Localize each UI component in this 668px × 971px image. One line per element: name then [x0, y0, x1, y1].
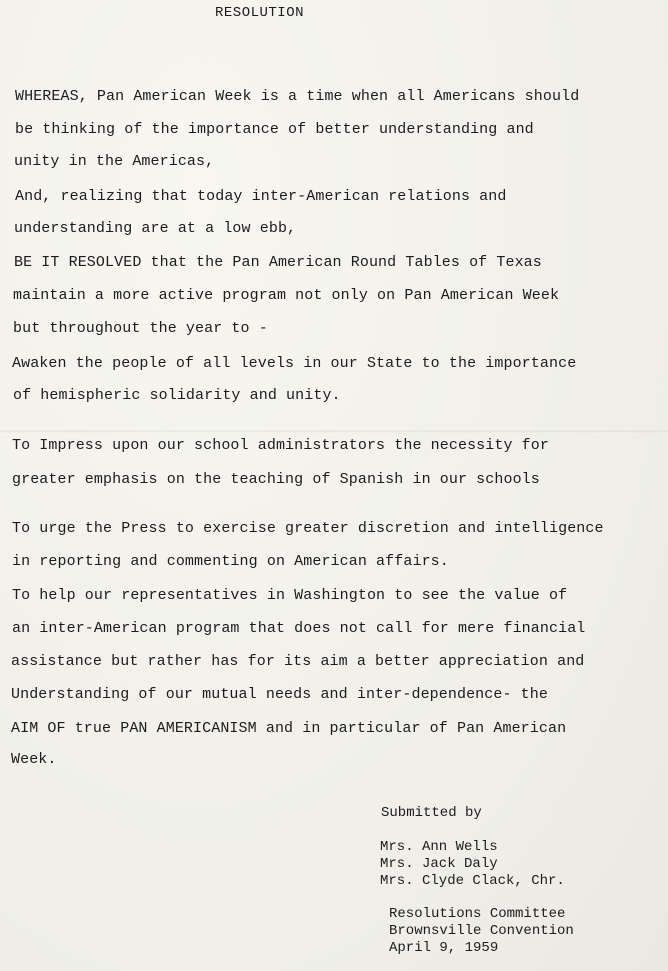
committee-name: Resolutions Committee: [389, 906, 566, 922]
body-line: but throughout the year to -: [13, 320, 268, 337]
body-line: greater emphasis on the teaching of Spanish in our schools: [12, 471, 540, 488]
body-line: And, realizing that today inter-American relations and: [15, 188, 507, 205]
body-line: maintain a more active program not only on Pan American Week: [13, 287, 560, 304]
convention-name: Brownsville Convention: [389, 923, 574, 939]
body-line: Week.: [11, 751, 57, 768]
body-line: be thinking of the importance of better understanding and: [15, 121, 534, 138]
submitted-by-label: Submitted by: [381, 805, 482, 821]
body-line: AIM OF true PAN AMERICANISM and in particular of Pan American: [11, 720, 567, 737]
body-line: Understanding of our mutual needs and inter-dependence- the: [11, 686, 548, 703]
signer-name: Mrs. Clyde Clack, Chr.: [380, 873, 565, 889]
document-title: RESOLUTION: [215, 5, 305, 21]
signer-name: Mrs. Jack Daly: [380, 856, 498, 872]
body-line: understanding are at a low ebb,: [14, 220, 297, 237]
body-line: BE IT RESOLVED that the Pan American Round Tables of Texas: [14, 254, 542, 271]
body-line: To Impress upon our school administrators the necessity for: [12, 437, 549, 454]
body-line: of hemispheric solidarity and unity.: [13, 387, 341, 404]
body-line: To urge the Press to exercise greater discretion and intelligence: [12, 520, 604, 537]
body-line: To help our representatives in Washington to see the value of: [12, 587, 568, 604]
body-line: an inter-American program that does not call for mere financial: [12, 620, 586, 637]
body-line: WHEREAS, Pan American Week is a time when all Americans should: [15, 88, 580, 105]
body-line: unity in the Americas,: [14, 153, 215, 170]
body-line: assistance but rather has for its aim a better appreciation and: [11, 653, 585, 670]
body-line: in reporting and commenting on American affairs.: [12, 553, 449, 570]
body-line: Awaken the people of all levels in our State to the importance: [12, 355, 577, 372]
signer-name: Mrs. Ann Wells: [380, 839, 498, 855]
date: April 9, 1959: [389, 940, 499, 956]
